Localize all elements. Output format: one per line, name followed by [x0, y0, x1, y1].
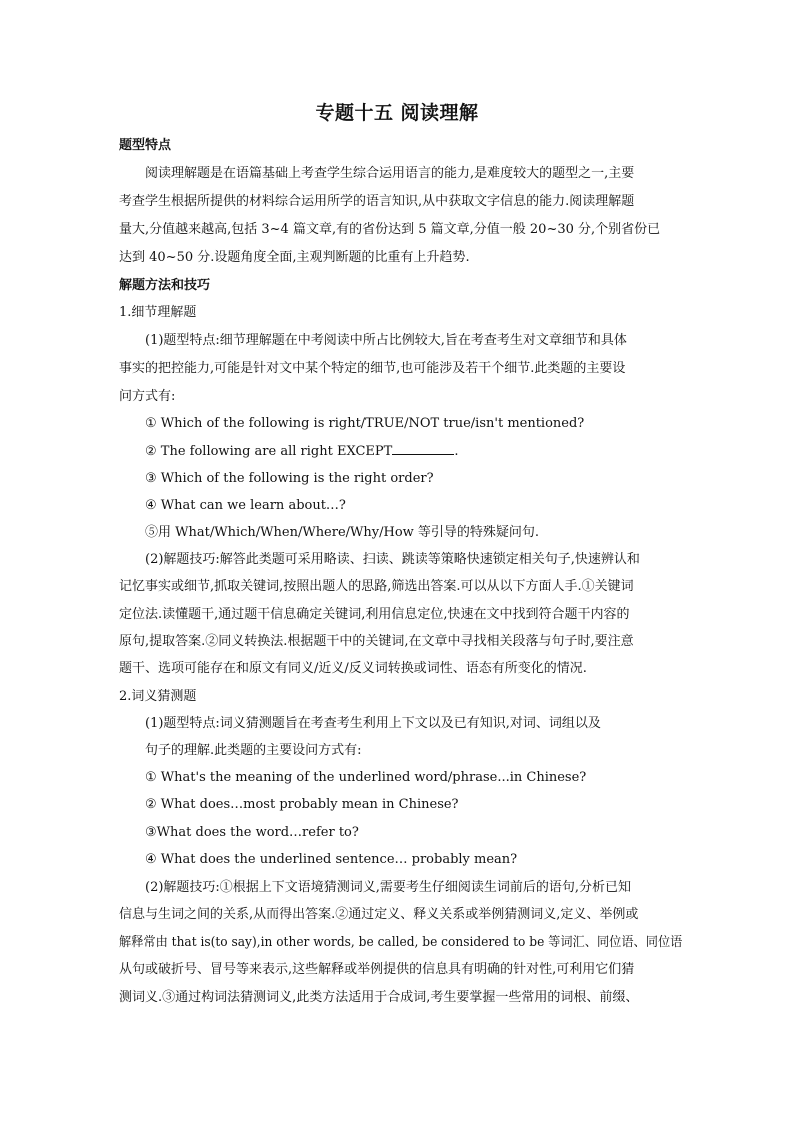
detail-question-4: ④ What can we learn about…? [145, 498, 346, 513]
intro-line-2: 考查学生根据所提供的材料综合运用所学的语言知识,从中获取文字信息的能力.阅读理解题 [119, 194, 635, 209]
vocab-features-line-2: 句子的理解.此类题的主要设问方式有: [145, 743, 362, 758]
section-heading-methods: 解题方法和技巧 [119, 278, 211, 293]
detail-features-line-1: (1)题型特点:细节理解题在中考阅读中所占比例较大,旨在考查考生对文章细节和具体 [145, 333, 627, 348]
detail-question-5: ⑤用 What/Which/When/Where/Why/How 等引导的特殊疑问句. [145, 525, 540, 540]
subsection-heading-vocab: 2.词义猜测题 [119, 689, 197, 704]
vocab-features-line-1: (1)题型特点:词义猜测题旨在考查考生利用上下文以及已有知识,对词、词组以及 [145, 716, 601, 731]
detail-features-line-2: 事实的把控能力,可能是针对文中某个特定的细节,也可能涉及若干个细节.此类题的主要设 [119, 361, 626, 376]
vocab-skills-line-2: 信息与生词之间的关系,从而得出答案.②通过定义、释义关系或举例猜测词义,定义、举例或 [119, 907, 639, 922]
vocab-question-4: ④ What does the underlined sentence… probably mean? [145, 852, 518, 867]
page-title: 专题十五 阅读理解 [315, 102, 479, 124]
detail-skills-line-1: (2)解题技巧:解答此类题可采用略读、扫读、跳读等策略快速锁定相关句子,快速辨认和 [145, 552, 640, 567]
section-heading-question-type: 题型特点 [119, 138, 172, 153]
intro-line-3: 量大,分值越来越高,包括 3~4 篇文章,有的省份达到 5 篇文章,分值一般 20~30 分,个别省份已 [119, 222, 661, 237]
vocab-question-3: ③What does the word…refer to? [145, 825, 359, 840]
vocab-skills-line-4: 从句或破折号、冒号等来表示,这些解释或举例提供的信息具有明确的针对性,可利用它们猜 [119, 962, 635, 977]
vocab-skills-line-3: 解释常由 that is(to say),in other words, be called, be considered to be 等词汇、同位语、同位语 [119, 935, 683, 950]
detail-features-line-3: 问方式有: [119, 389, 176, 404]
vocab-skills-line-1: (2)解题技巧:①根据上下文语境猜测词义,需要考生仔细阅读生词前后的语句,分析已知 [145, 880, 632, 895]
detail-question-2-tail: . [454, 444, 459, 459]
vocab-skills-line-5: 测词义.③通过构词法猜测词义,此类方法适用于合成词,考生要掌握一些常用的词根、前缀、 [119, 990, 639, 1005]
detail-question-3: ③ Which of the following is the right order? [145, 471, 434, 486]
detail-question-2-text: ② The following are all right EXCEPT [145, 444, 393, 459]
detail-skills-line-3: 定位法.读懂题干,通过题干信息确定关键词,利用信息定位,快速在文中找到符合题干内容的 [119, 607, 630, 622]
intro-line-4: 达到 40~50 分.设题角度全面,主观判断题的比重有上升趋势. [119, 250, 470, 265]
subsection-heading-detail: 1.细节理解题 [119, 305, 197, 320]
detail-skills-line-4: 原句,提取答案.②同义转换法.根据题干中的关键词,在文章中寻找相关段落与句子时,要注意 [119, 634, 634, 649]
intro-line-1: 阅读理解题是在语篇基础上考查学生综合运用语言的能力,是难度较大的题型之一,主要 [145, 166, 635, 181]
vocab-question-1: ① What's the meaning of the underlined word/phrase...in Chinese? [145, 770, 587, 785]
detail-question-1: ① Which of the following is right/TRUE/NOT true/isn't mentioned? [145, 416, 585, 431]
answer-blank [392, 443, 454, 455]
detail-skills-line-5: 题干、选项可能存在和原文有同义/近义/反义词转换或词性、语态有所变化的情况. [119, 661, 587, 676]
detail-question-2 [145, 443, 458, 460]
detail-skills-line-2: 记忆事实或细节,抓取关键词,按照出题人的思路,筛选出答案.可以从以下方面人手.①关键词 [119, 579, 634, 594]
vocab-question-2: ② What does…most probably mean in Chinese? [145, 797, 459, 812]
